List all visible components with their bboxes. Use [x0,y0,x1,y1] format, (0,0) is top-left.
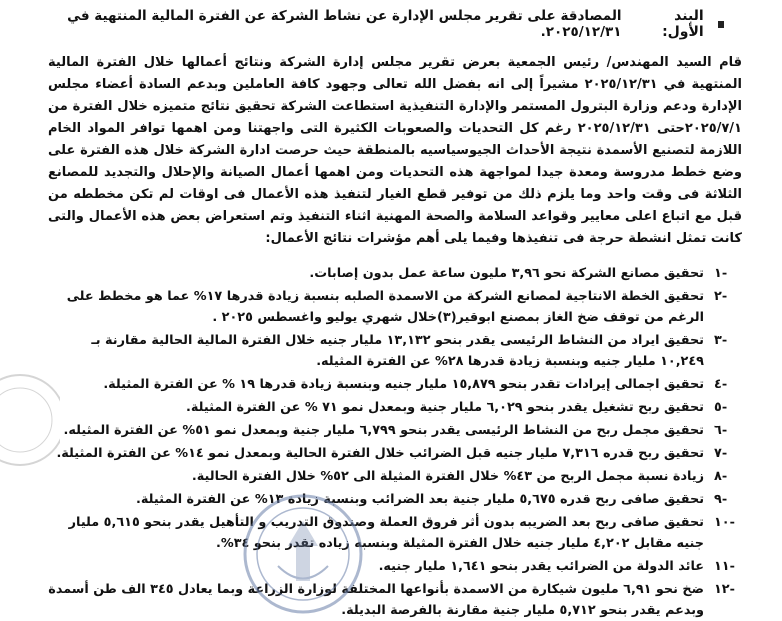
list-item-text: زيادة نسبة مجمل الربح من ٤٣% خلال الفترة المثيلة الى ٥٢% خلال الفترة الحالية. [191,469,704,484]
section-heading [48,10,724,38]
list-item-number: -٩ [714,492,728,507]
list-item [48,286,742,328]
list-item [48,489,742,510]
list-item-text: تحقيق ربح تشغيل يقدر بنحو ٦,٠٢٩ مليار جنية وبمعدل نمو ٧١ % عن الفترة المثيلة. [186,400,704,415]
list-item-text: تحقيق صافى ربح قدره ٥,٦٧٥ مليار جنية بعد الضرائب وبنسبة زيادة ١٣% عن الفترة المثيلة. [136,492,704,507]
list-item [48,556,742,577]
square-bullet-icon [718,21,724,28]
list-item-number: -٨ [714,469,728,484]
list-item [48,466,742,487]
list-item-number: -١ [714,266,728,281]
list-item [48,374,742,395]
list-item-number: -٣ [714,333,728,348]
list-item-number: -٤ [714,377,728,392]
list-item-number: -١١ [714,559,735,574]
section-title: المصادقة على تقرير مجلس الإدارة عن نشاط الشركة عن الفترة المالية المنتهية في ٢٠٢٥/١٢/٣١. [67,8,622,40]
intro-paragraph: قام السيد المهندس/ رئيس الجمعية بعرض تقرير مجلس إدارة الشركة ونتائج أعمالها خلال الفترة المالية المنتهية في ٢٠٢٥/١٢/٣١ مشيراً إلى انه بفضل الله تعالى وجهود كافة العاملين وبدعم السادة أعضاء مجلس الإدارة ودعم وزارة البترول المستمر والإدارة التنفيذية استطاعت الشركة تحقيق نتائج متميزه خلال الفترة من ٢٠٢٥/٧/١حتى ٢٠٢٥/١٢/٣١ رغم كل التحديات والصعوبات الكثيرة التى واجهتنا ومن اهمها توافر المواد الخام اللازمة لتصنيع الأسمدة نتيجة الأحداث الجيوسياسيه بالمنطقة حيث حرصت ادارة الشركة خلال هذه الفترة على وضع خطط مدروسة ومعدة جيدا لمواجهة هذه التحديات ومن اهمها أعمال الصيانة والإحلال والتجديد للمصانع الثلاثة فى وقت واحد وما يلزم ذلك من توفير قطع الغيار لتنفيذ هذه الأعمال فى اوقات لم تكن مخططه من قبل مع اتباع اعلى معايير وقواعد السلامة والصحة المهنية اثناء التنفيذ وتم استعراض بعض هذه الأعمال والتى كانت تمثل انشطة حرجة فى تنفيذها وفيما يلى أهم مؤشرات نتائج الأعمال: [48,55,742,246]
list-item-text: تحقيق ربح قدره ٧,٣١٦ مليار جنيه قبل الضرائب خلال الفترة الحالية وبمعدل نمو ١٤% عن الفترة المثيلة. [56,446,704,461]
list-item [48,330,742,372]
list-item [48,397,742,418]
list-item-number: -٥ [714,400,728,415]
list-item [48,263,742,284]
list-item-number: -٧ [714,446,728,461]
list-item [48,512,742,554]
list-item-text: تحقيق الخطة الانتاجية لمصانع الشركة من الاسمدة الصلبه بنسبة زيادة قدرها ١٧% عما هو مخطط على الرغم من توقف ضخ الغاز بمصنع ابوقير(٣)خلال شهري يوليو واغسطس ٢٠٢٥ . [66,289,704,325]
list-item-text: تحقيق صافى ربح بعد الضريبه بدون أثر فروق العملة وصندوق التدريب و التأهيل يقدر بنحو ٥,٦١٥ مليار جنيه مقابل ٤,٢٠٢ مليار جنيه خلال الفترة المثيلة وبنسبه زياده تقدر بنحو ٣٤%. [68,515,704,551]
results-list [48,263,742,621]
section-label: البند الأول: [662,8,704,40]
list-item [48,443,742,464]
list-item-text: تحقيق مجمل ربح من النشاط الرئيسى يقدر بنحو ٦,٧٩٩ مليار جنية وبمعدل نمو ٥١% عن الفترة المثيله. [63,423,704,438]
list-item-number: -١٠ [714,515,735,530]
list-item [48,420,742,441]
list-item-text: تحقيق اجمالى إيرادات تقدر بنحو ١٥,٨٧٩ مليار جنيه وبنسبة زيادة قدرها ١٩ % عن الفترة المثيلة. [103,377,704,392]
list-item-number: -٦ [714,423,728,438]
list-item-text: عائد الدولة من الضرائب يقدر بنحو ١,٦٤١ مليار جنيه. [378,559,704,574]
list-item-text: تحقيق مصانع الشركة نحو ٣,٩٦ مليون ساعة عمل بدون إصابات. [309,266,704,281]
list-item-text: تحقيق ايراد من النشاط الرئيسى يقدر بنحو ١٣,١٣٢ مليار جنيه خلال الفترة المالية الحالية مقارنة بـ ١٠,٢٤٩ مليار جنيه وبنسبة زيادة قدرها ٢٨% عن الفترة المثيله. [91,333,704,369]
list-item-number: -٢ [714,289,728,304]
list-item [48,579,742,621]
list-item-number: -١٢ [714,582,735,597]
list-item-text: ضخ نحو ٦,٩١ مليون شيكارة من الاسمدة بأنواعها المختلفة لوزارة الزراعة وبما يعادل ٣٤٥ الف طن أسمدة وبدعم يقدر بنحو ٥,٧١٢ مليار جنية مقارنة بالفرصة البديلة. [48,582,704,618]
